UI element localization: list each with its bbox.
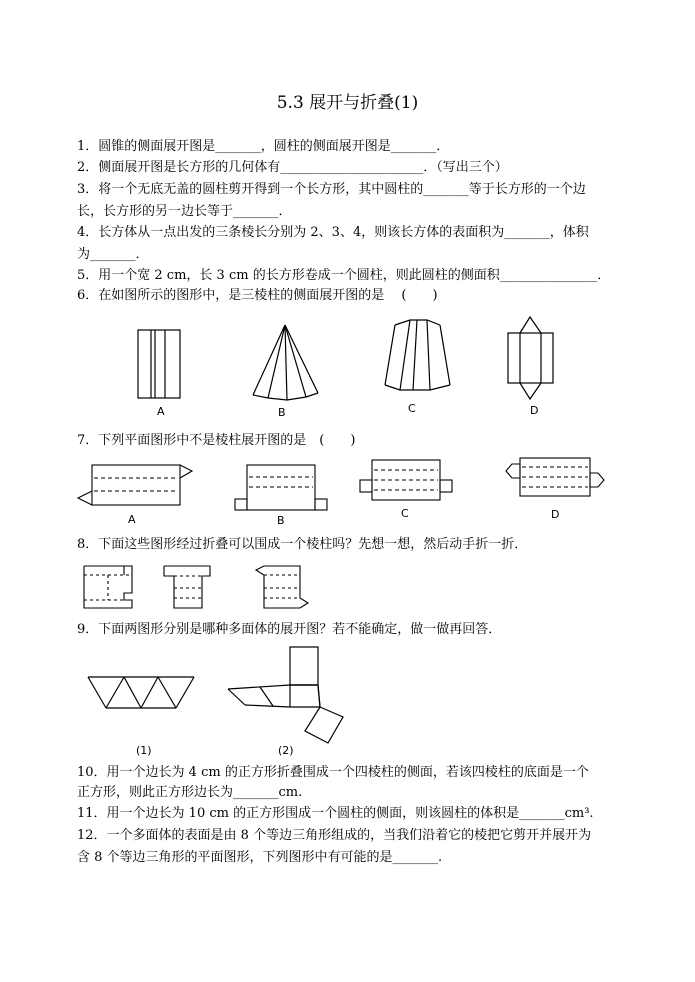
question-8-figure <box>80 560 320 615</box>
question-4-line-1: 4．长方体从一点出发的三条棱长分别为 2、3、4，则该长方体的表面积为_______，体积 <box>77 225 589 240</box>
fig6-label-d: D <box>530 404 539 417</box>
fig7-option-c <box>360 460 452 500</box>
question-11: 11．用一个边长为 10 cm 的正方形围成一个圆柱的侧面，则该圆柱的体积是_______cm³. <box>77 806 594 821</box>
question-9: 9．下面两图形分别是哪种多面体的展开图？若不能确定，做一做再回答． <box>77 622 502 637</box>
question-12-line-2: 含 8 个等边三角形的平面图形，下列图形中有可能的是_______. <box>77 850 443 865</box>
fig7-label-b: B <box>277 514 285 527</box>
fig9-shape-2 <box>228 647 343 743</box>
question-6: 6．在如图所示的图形中，是三棱柱的侧面展开图的是 ( ) <box>77 288 438 303</box>
fig7-label-d: D <box>551 508 560 521</box>
fig6-label-b: B <box>278 406 286 419</box>
fig9-label-1: (1) <box>136 744 152 757</box>
fig7-label-c: C <box>401 507 409 520</box>
question-5: 5．用一个宽 2 cm，长 3 cm 的长方形卷成一个圆柱，则此圆柱的侧面积_______________． <box>77 268 611 283</box>
fig9-shape-1 <box>88 677 194 708</box>
fig7-label-a: A <box>128 513 136 526</box>
fig9-label-2: (2) <box>278 744 294 757</box>
question-9-figure <box>80 645 355 760</box>
fig6-label-a: A <box>157 405 165 418</box>
question-2: 2．侧面展开图是长方形的几何体有______________________．（写出三个） <box>77 160 508 175</box>
question-6-figure <box>120 315 560 420</box>
fig8-shape-2 <box>164 566 210 608</box>
fig6-option-d <box>508 317 553 399</box>
question-8: 8．下面这些图形经过折叠可以围成一个棱柱吗？先想一想，然后动手折一折． <box>77 537 528 552</box>
question-3-line-1: 3．将一个无底无盖的圆柱剪开得到一个长方形，其中圆柱的_______等于长方形的一个边 <box>77 182 586 197</box>
fig7-option-a <box>78 465 192 505</box>
question-7-figure <box>70 455 620 530</box>
fig7-option-b <box>235 465 327 510</box>
question-10-line-2: 正方形，则此正方形边长为_______cm. <box>77 785 303 800</box>
question-1: 1．圆锥的侧面展开图是_______，圆柱的侧面展开图是_______． <box>77 139 450 154</box>
fig8-shape-3 <box>256 566 308 608</box>
fig7-option-d <box>506 458 604 496</box>
question-3-line-2: 长，长方形的另一边长等于_______． <box>77 204 292 219</box>
question-12-line-1: 12．一个多面体的表面是由 8 个等边三角形组成的，当我们沿着它的棱把它剪开并展开为 <box>77 828 592 843</box>
fig6-option-b <box>253 325 318 400</box>
fig6-option-a <box>138 330 180 398</box>
fig6-option-c <box>385 320 450 390</box>
question-4-line-2: 为_______． <box>77 247 149 262</box>
fig6-label-c: C <box>408 402 416 415</box>
question-7: 7．下列平面图形中不是棱柱展开图的是 ( ) <box>77 433 356 448</box>
fig8-shape-1 <box>84 566 132 608</box>
page-title: 5.3 展开与折叠(1) <box>276 93 419 113</box>
question-10-line-1: 10．用一个边长为 4 cm 的正方形折叠围成一个四棱柱的侧面，若该四棱柱的底面是一个 <box>77 765 589 780</box>
